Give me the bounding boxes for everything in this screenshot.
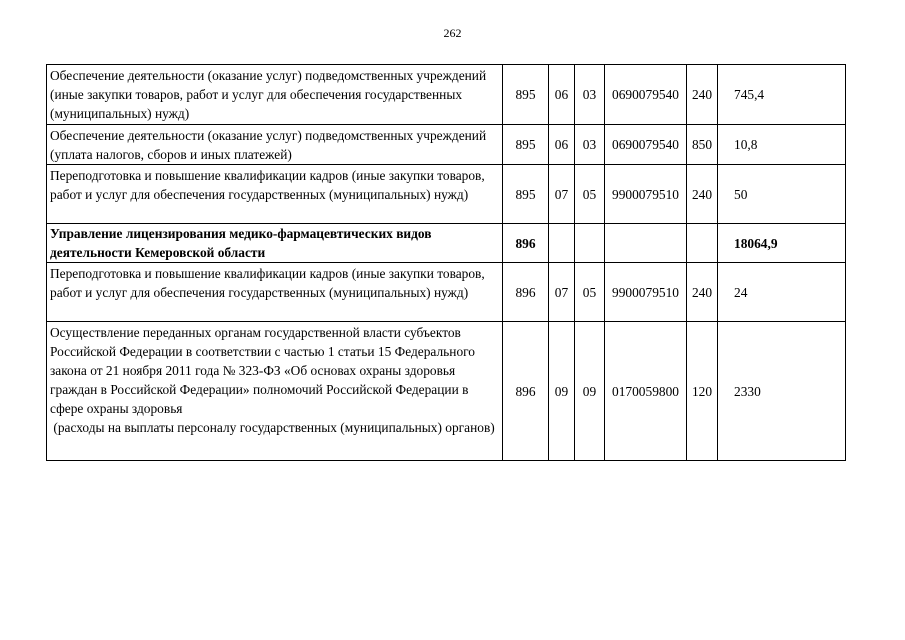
row-name: Переподготовка и повышение квалификации кадров (иные закупки товаров, работ и услуг для обеспечения государственных (муниципальных) нужд) [47, 165, 503, 224]
table-row [47, 263, 846, 322]
target-article-code: 0690079540 [605, 125, 687, 165]
target-article-code: 9900079510 [605, 263, 687, 322]
table-row [47, 322, 846, 461]
section-code: 06 [549, 65, 575, 125]
expense-type-code: 120 [687, 322, 718, 461]
expense-type-code: 240 [687, 165, 718, 224]
subsection-code: 05 [575, 165, 605, 224]
table-row [47, 125, 846, 165]
subsection-code [575, 224, 605, 263]
department-name: Управление лицензирования медико-фармацевтических видов деятельности Кемеровской области [47, 224, 503, 263]
subsection-code: 03 [575, 65, 605, 125]
section-code: 07 [549, 165, 575, 224]
subsection-code: 05 [575, 263, 605, 322]
budget-table [46, 64, 846, 461]
ministry-code: 895 [503, 125, 549, 165]
ministry-code: 896 [503, 224, 549, 263]
row-name: Обеспечение деятельности (оказание услуг) подведомственных учреждений (уплата налогов, сборов и иных платежей) [47, 125, 503, 165]
row-name: Переподготовка и повышение квалификации кадров (иные закупки товаров, работ и услуг для обеспечения государственных (муниципальных) нужд) [47, 263, 503, 322]
ministry-code: 895 [503, 165, 549, 224]
subsection-code: 03 [575, 125, 605, 165]
target-article-code: 0170059800 [605, 322, 687, 461]
ministry-code: 896 [503, 263, 549, 322]
table-row [47, 65, 846, 125]
section-code: 09 [549, 322, 575, 461]
subsection-code: 09 [575, 322, 605, 461]
target-article-code [605, 224, 687, 263]
page-number: 262 [443, 26, 462, 40]
row-name: Обеспечение деятельности (оказание услуг) подведомственных учреждений (иные закупки товаров, работ и услуг для обеспечения государственных (муниципальных) нужд) [47, 65, 503, 125]
table-row [47, 165, 846, 224]
amount: 50 [718, 165, 846, 224]
ministry-code: 896 [503, 322, 549, 461]
row-name: Осуществление переданных органам государственной власти субъектов Российской Федерации в соответствии с частью 1 статьи 15 Федерального закона от 21 ноября 2011 года № 323-ФЗ «Об основах охраны здоровья граждан в Российской Федерации» полномочий Российской Федерации в сфере охраны здоровья (расходы на выплаты персоналу государственных (муниципальных) органов) [47, 322, 503, 461]
target-article-code: 0690079540 [605, 65, 687, 125]
section-code: 07 [549, 263, 575, 322]
expense-type-code: 850 [687, 125, 718, 165]
amount: 2330 [718, 322, 846, 461]
ministry-code: 895 [503, 65, 549, 125]
target-article-code: 9900079510 [605, 165, 687, 224]
table-row-department [47, 224, 846, 263]
expense-type-code [687, 224, 718, 263]
expense-type-code: 240 [687, 263, 718, 322]
amount: 18064,9 [718, 224, 846, 263]
section-code: 06 [549, 125, 575, 165]
expense-type-code: 240 [687, 65, 718, 125]
amount: 745,4 [718, 65, 846, 125]
section-code [549, 224, 575, 263]
amount: 24 [718, 263, 846, 322]
amount: 10,8 [718, 125, 846, 165]
